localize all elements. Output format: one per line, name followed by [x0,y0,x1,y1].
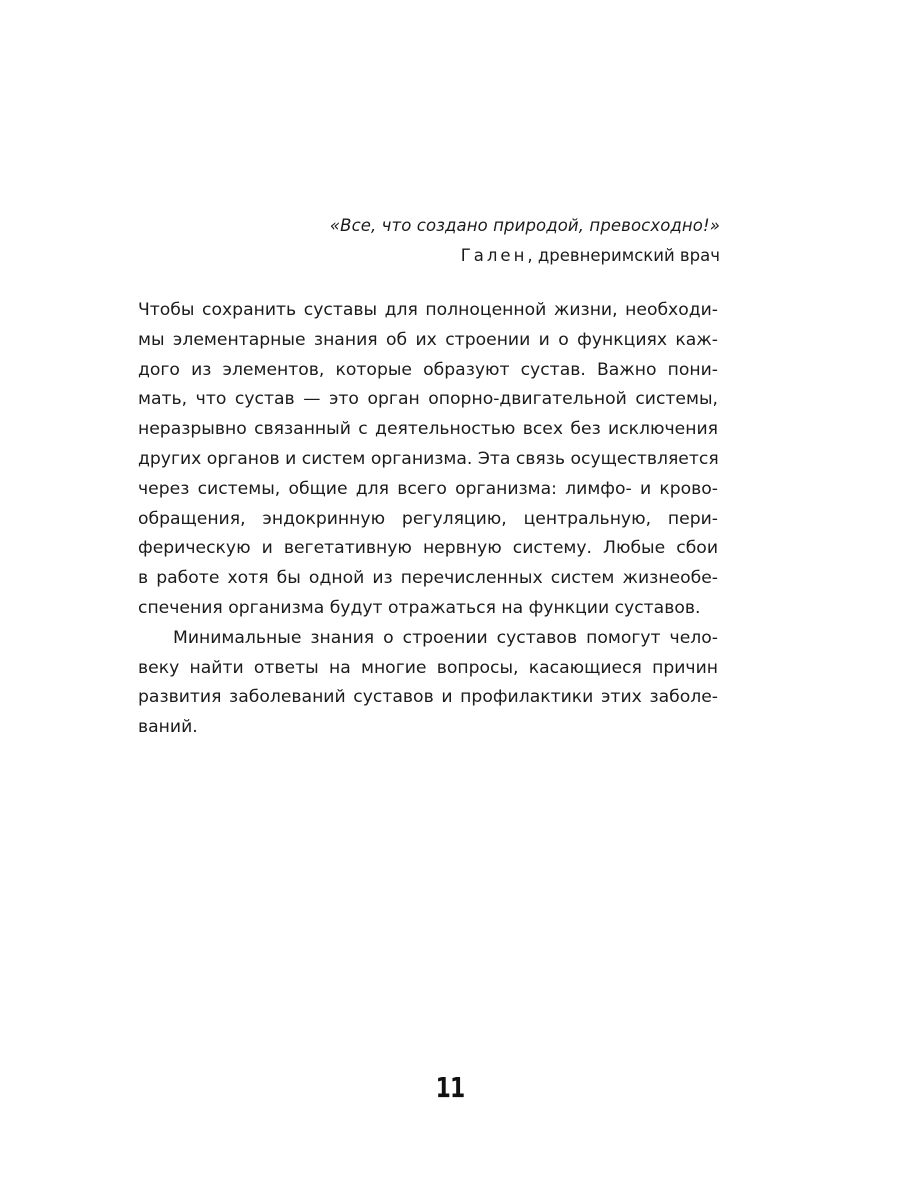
text-line: веку найти ответы на многие вопросы, касающиеся причин [138,657,718,678]
text-line: Чтобы сохранить суставы для полноценной жизни, необходи- [138,300,718,320]
text-line: в работе хотя бы одной из перечисленных систем жизнеобе- [138,568,718,589]
text-line: спечения организма будут отражаться на функции суставов. [138,597,701,618]
paragraph-1 [138,296,718,624]
body-text [138,296,718,743]
epigraph-quote: «Все, что создано природой, превосходно!» [329,216,720,235]
author-description: , древнеримский врач [527,246,720,265]
text-line: мы элементарные знания об их строении и о функциях каж- [138,329,718,350]
text-line: через системы, общие для всего организма: лимфо- и крово- [138,478,718,499]
text-line: обращения, эндокринную регуляцию, центральную, пери- [138,508,718,529]
paragraph-2 [138,624,718,743]
text-line: Минимальные знания о строении суставов помогут чело- [173,627,718,648]
text-line: развития заболеваний суставов и профилактики этих заболе- [138,687,718,708]
text-line: ваний. [138,717,198,738]
text-line: неразрывно связанный с деятельностью всех без исключения [138,419,718,440]
page-number: 11 [435,1071,465,1104]
text-line: дого из элементов, которые образуют сустав. Важно пони- [138,359,718,380]
epigraph-author [130,244,720,268]
text-line: других органов и систем организма. Эта связь осуществляется [138,448,719,469]
author-name: Гален [460,246,528,265]
text-line: ферическую и вегетативную нервную систему. Любые сбои [138,538,718,559]
text-line: мать, что сустав — это орган опорно-двигательной системы, [138,389,718,410]
